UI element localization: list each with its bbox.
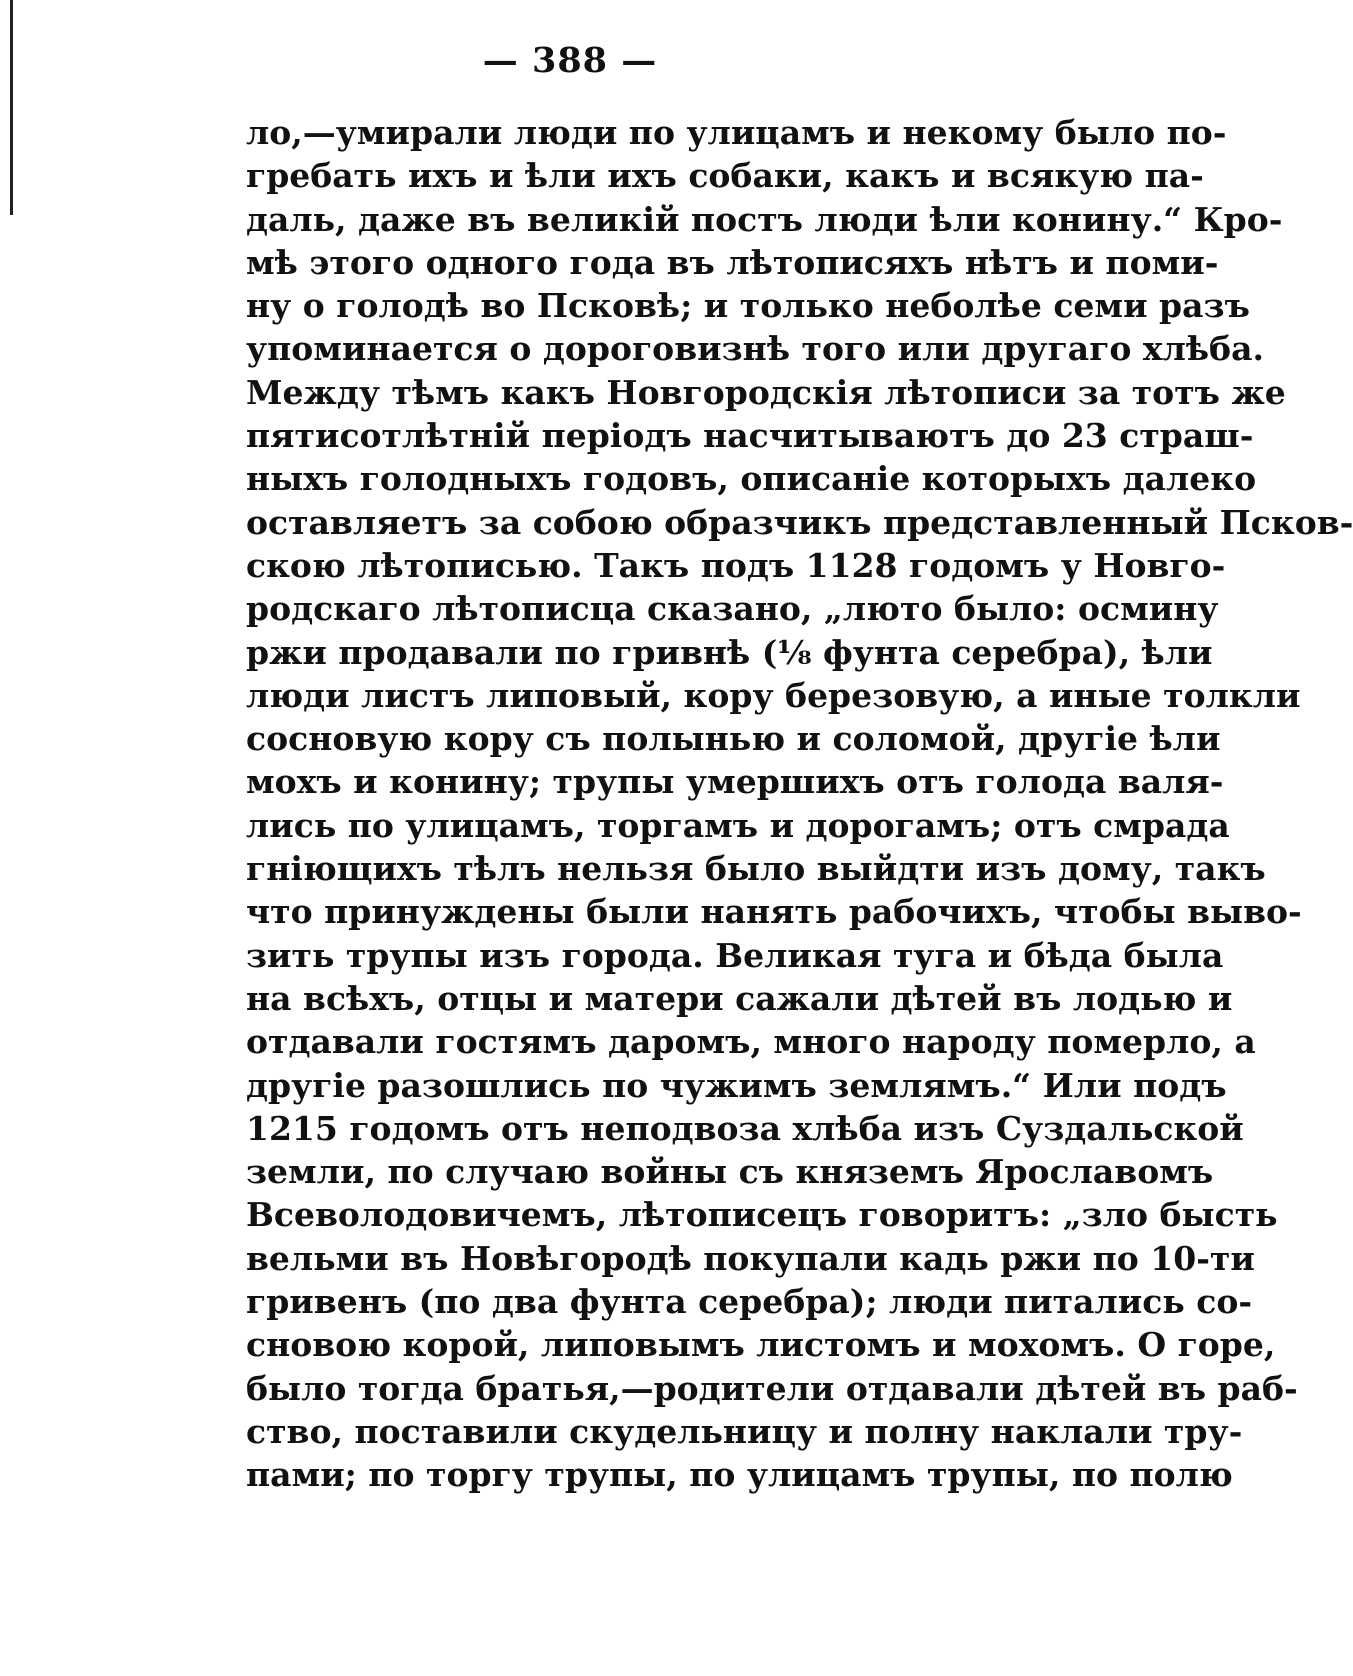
text-line: 1215 годомъ отъ неподвоза хлѣба изъ Суздальской — [246, 1108, 1244, 1148]
text-line: пами; по торгу трупы, по улицамъ трупы, по полю — [246, 1455, 1233, 1495]
text-line: мохъ и конину; трупы умершихъ отъ голода валя- — [246, 762, 1224, 802]
text-line: отдавали гостямъ даромъ, много народу померло, а — [246, 1022, 1256, 1062]
text-line: гніющихъ тѣлъ нельзя было выйдти изъ дому, такъ — [246, 849, 1266, 889]
text-line: лись по улицамъ, торгамъ и дорогамъ; отъ смрада — [246, 805, 1230, 845]
text-line: Между тѣмъ какъ Новгородскія лѣтописи за тотъ же — [246, 372, 1286, 412]
text-line: упоминается о дороговизнѣ того или другаго хлѣба. — [246, 329, 1264, 369]
text-line: что принуждены были нанять рабочихъ, чтобы выво- — [246, 892, 1302, 932]
text-line: было тогда братья,—родители отдавали дѣтей въ раб- — [246, 1368, 1298, 1408]
text-line: ну о голодѣ во Псковѣ; и только неболѣе семи разъ — [246, 286, 1250, 326]
binding-margin-line — [10, 0, 13, 215]
text-line: ство, поставили скудельницу и полну наклали тру- — [246, 1411, 1243, 1451]
page-number: — 388 — — [482, 40, 658, 81]
text-line: скою лѣтописью. Такъ подъ 1128 годомъ у Новго- — [246, 545, 1226, 585]
text-line: родскаго лѣтописца сказано, „люто было: осмину — [246, 589, 1219, 629]
body-text — [246, 111, 1353, 1497]
text-line: гребать ихъ и ѣли ихъ собаки, какъ и всякую па- — [246, 156, 1204, 196]
text-line: сосновую кору съ полынью и соломой, другіе ѣли — [246, 719, 1221, 759]
text-line: ржи продавали по гривнѣ (⅛ фунта серебра), ѣли — [246, 632, 1213, 672]
text-line: люди листъ липовый, кору березовую, а иные толкли — [246, 675, 1301, 715]
text-line: вельми въ Новѣгородѣ покупали кадь ржи по 10-ти — [246, 1238, 1255, 1278]
text-line: зить трупы изъ города. Великая туга и бѣда была — [246, 935, 1224, 975]
text-line: Всеволодовичемъ, лѣтописецъ говоритъ: „зло бысть — [246, 1195, 1278, 1235]
text-line: оставляетъ за собою образчикъ представленный Псков- — [246, 502, 1353, 542]
text-line: сновою корой, липовымъ листомъ и мохомъ. О горе, — [246, 1325, 1276, 1365]
text-line: на всѣхъ, отцы и матери сажали дѣтей въ лодью и — [246, 978, 1233, 1018]
text-line: ныхъ голодныхъ годовъ, описаніе которыхъ далеко — [246, 459, 1257, 499]
text-line: мѣ этого одного года въ лѣтописяхъ нѣтъ и поми- — [246, 242, 1219, 282]
text-line: ло,—умирали люди по улицамъ и некому было по- — [246, 113, 1227, 152]
text-line: другіе разошлись по чужимъ землямъ.“ Или подъ — [246, 1065, 1227, 1105]
text-line: земли, по случаю войны съ княземъ Ярославомъ — [246, 1152, 1214, 1192]
text-line: гривенъ (по два фунта серебра); люди питались со- — [246, 1282, 1253, 1322]
text-line: даль, даже въ великій постъ люди ѣли конину.“ Кро- — [246, 199, 1283, 239]
text-line: пятисотлѣтній періодъ насчитываютъ до 23 страш- — [246, 416, 1254, 456]
